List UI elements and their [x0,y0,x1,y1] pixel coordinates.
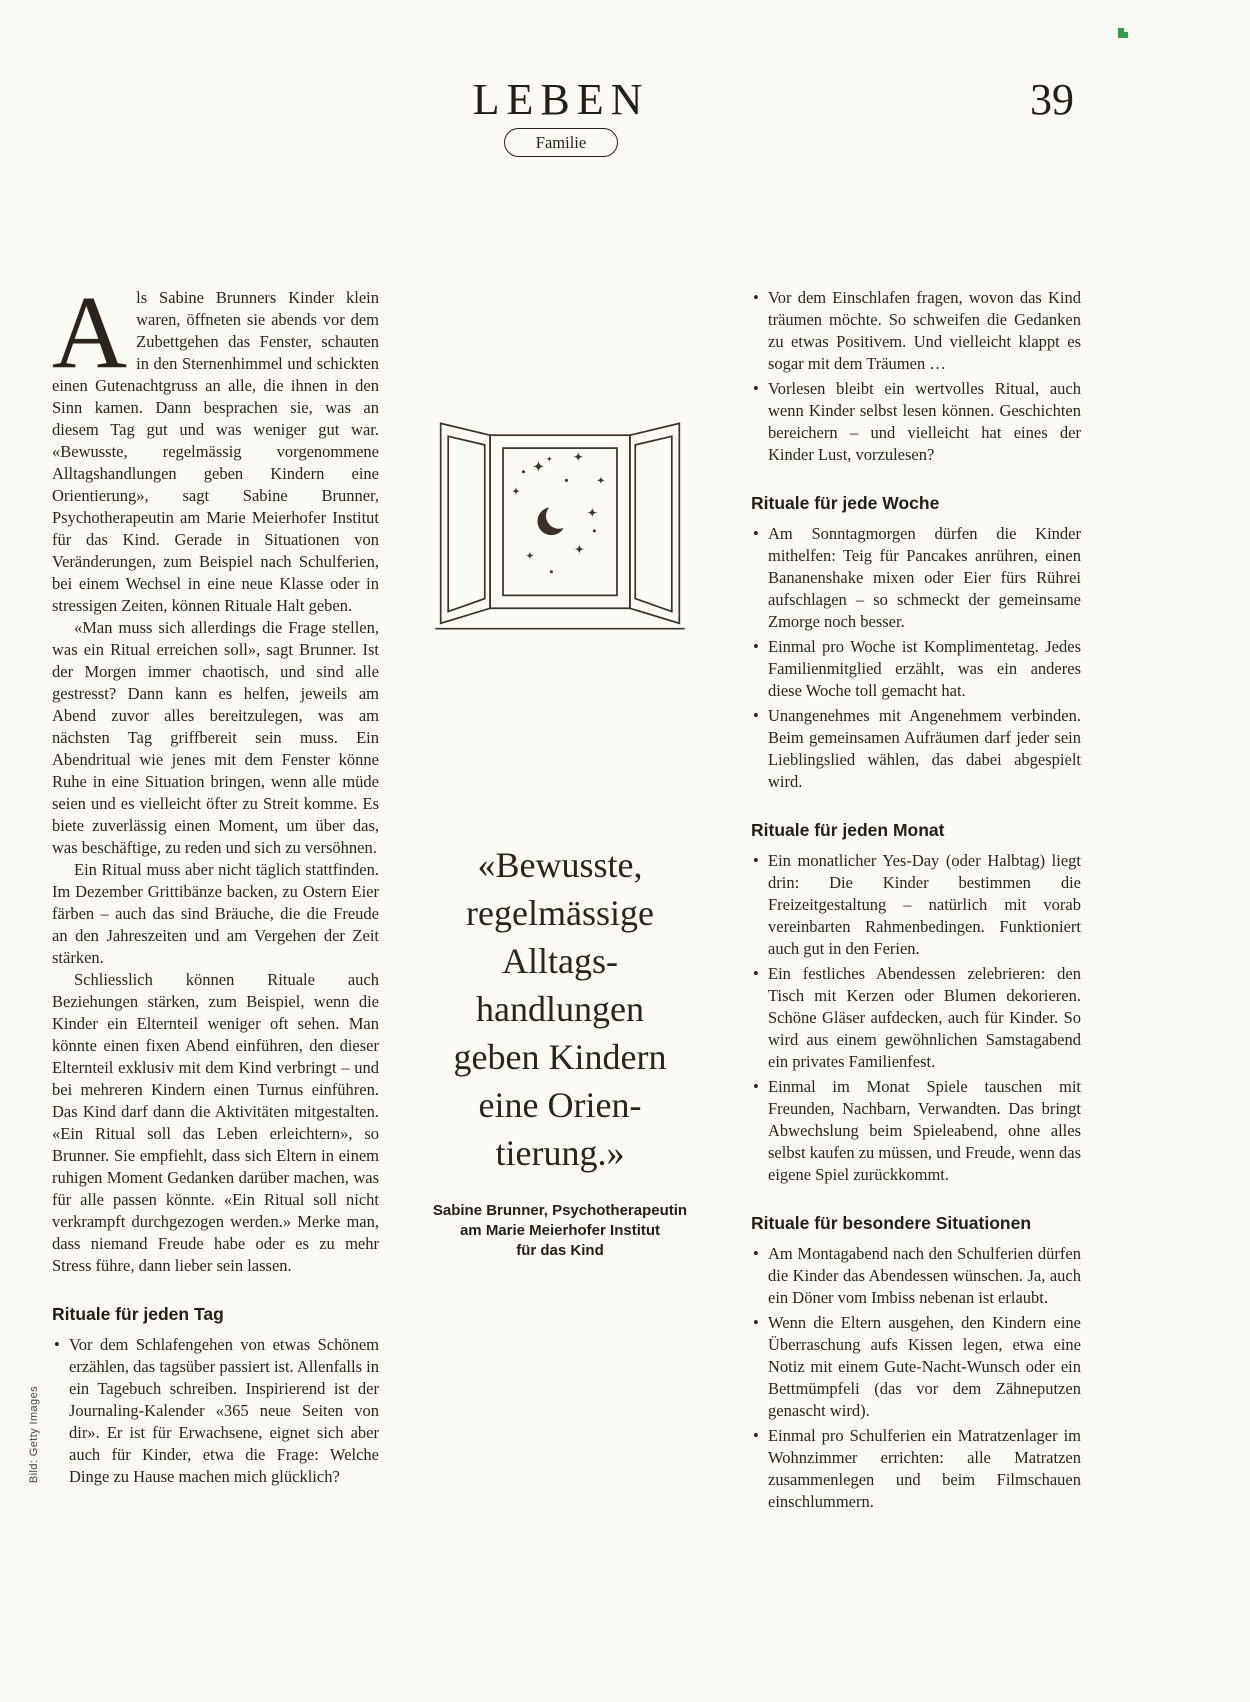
star-icon [532,460,545,473]
page-number: 39 [1030,75,1074,124]
list-item: • Vor dem Einschlafen fragen, wovon das Kind träumen möchte. So schweifen die Gedanken zu etwas Positivem. Und vielleicht klappt es sogar mit dem Träumen … [751,287,1081,375]
section-badge: Familie [504,128,618,157]
section-heading-monthly: Rituale für jeden Monat [751,820,945,840]
left-shutter-panel [448,436,485,611]
quote-line: handlungen [476,989,644,1029]
right-shutter-panel [635,436,672,611]
moon-icon [537,503,571,535]
star-icon [573,451,584,462]
center-column [417,418,703,1261]
green-artifact [1118,28,1128,38]
article-paragraph: Ein Ritual muss aber nicht täglich stattfinden. Im Dezember Grittibänze backen, zu Ostern Eier färben – auch das sind Bräuche, die die Freude an den Jahreszeiten und am Vergehen der Zeit stärken. [52,860,379,967]
drop-cap: A [52,275,128,390]
quote-line: Alltags- [502,941,618,981]
special-list [751,1243,1081,1513]
pull-quote [417,841,703,1177]
list-item: • Einmal pro Woche ist Komplimentetag. Jedes Familienmitglied erzählt, was ein anderes diese Woche toll gemacht hat. [751,636,1081,702]
weekly-list [751,523,1081,793]
list-item: • Am Montagabend nach den Schulferien dürfen die Kinder das Abendessen wünschen. Ja, auch ein Döner vom Imbiss nebenan ist erlaubt. [751,1243,1081,1309]
list-item: • Ein monatlicher Yes-Day (oder Halbtag) liegt drin: Die Kinder bestimmen die Freizeitgestaltung – natürlich mit vorab vereinbarten Rahmenbedingen. Funktioniert auch gut in den Ferien. [751,850,1081,960]
star-dot [565,479,568,482]
quote-line: eine Orien- [478,1085,642,1125]
star-icon [597,476,606,485]
star-icon [546,456,552,462]
quote-attribution [417,1201,703,1261]
star-icon [587,507,598,518]
article-column-right [751,287,1081,1516]
quote-line: tierung.» [495,1133,625,1173]
list-item: • Wenn die Eltern ausgehen, den Kindern eine Überraschung aufs Kissen legen, etwa eine Notiz mit einem Gute-Nacht-Wunsch oder ein Bettmümpfeli (das vor dem Zähneputzen genascht wird). [751,1312,1081,1422]
attribution-line: Sabine Brunner, Psychotherapeutin [432,1202,688,1219]
list-item: • Am Sonntagmorgen dürfen die Kinder mithelfen: Teig für Pancakes anrühren, einen Bananenshake mixen oder Eier fürs Rührei aufschlagen – so schmeckt der gemeinsame Zmorge noch besser. [751,523,1081,633]
attribution-line: am Marie Meierhofer Institut [459,1222,661,1239]
article-column-left [52,275,379,1491]
daily-list-right [751,287,1081,466]
section-title: LEBEN [472,75,650,124]
article-paragraph: Schliesslich können Rituale auch Beziehungen stärken, zum Beispiel, wenn die Kinder ein Elternteil weniger oft sehen. Man könnte einen fixen Abend einführen, den dieser Elternteil exklusiv mit dem Kind verbringt – und bei mehreren Kindern einen Turnus einführen. Das Kind darf dann die Aktivitäten mitgestalten. «Ein Ritual soll das Leben erleichtern», so Brunner. Sie empfiehlt, dass sich Eltern in einem ruhigen Moment Gedanken darüber machen, was für alle passen könnte. «Ein Ritual soll nicht verkrampft durchgezogen werden.» Merke man, dass niemand Freude habe oder es zu mehr Stress führe, dann lieber sein lassen. [52,970,379,1275]
list-item: • Einmal im Monat Spiele tauschen mit Freunden, Nachbarn, Verwandten. Das bringt Abwechslung beim Spieleabend, ohne alles selbst kaufen zu müssen, und Freude, wenn das eigene Spiel zurückkommt. [751,1076,1081,1186]
article-paragraph: «Man muss sich allerdings die Frage stellen, was ein Ritual erreichen soll», sagt Brunner. Ist der Morgen immer chaotisch, und sind alle gestresst? Dann kann es helfen, jeweils am Abend zuvor alles bereitzulegen, was am nächsten Tag griffbereit sein muss. Ein Abendritual wie jenes mit dem Fenster könne Ruhe in eine Situation bringen, wenn alle müde seien und es vielleicht öfter zu Streit komme. Es biete zuverlässig einen Moment, um über das, was beschäftige, zu reden und sich zu versöhnen. [52,618,379,857]
quote-line: «Bewusste, [477,845,643,885]
image-credit: Bild: Getty Images [28,1386,40,1484]
list-item: • Vorlesen bleibt ein wertvolles Ritual, auch wenn Kinder selbst lesen können. Geschichten bereichern – und vielleicht hat eines der Kinder Lust, vorzulesen? [751,378,1081,466]
section-heading-daily: Rituale für jeden Tag [52,1304,224,1324]
quote-line: geben Kindern [453,1037,667,1077]
list-item: • Ein festliches Abendessen zelebrieren: den Tisch mit Kerzen oder Blumen dekorieren. Schöne Gläser aufdecken, auch für Kinder. So wird aus einem gewöhnlichen Samstagabend ein privates Familienfest. [751,963,1081,1073]
list-item: • Unangenehmes mit Angenehmem verbinden. Beim gemeinsamen Aufräumen darf jeder sein Lieblingslied wählen, das dabei abgespielt wird. [751,705,1081,793]
star-icon [526,551,535,560]
star-dot [550,570,553,573]
monthly-list [751,850,1081,1186]
star-icon [512,487,521,496]
star-dot [522,470,525,473]
star-icon [574,544,585,555]
list-item: • Vor dem Schlafengehen von etwas Schönem erzählen, das tagsüber passiert ist. Allenfalls in ein Tagebuch schreiben. Inspirierend ist der Journaling-Kalender «365 neue Seiten von dir». Er ist für Erwachsene, eignet sich aber auch für Kinder, etwa die Frage: Welche Dinge zu Hause machen mich glücklich? [52,1334,379,1488]
open-window-illustration [431,418,689,633]
attribution-line: für das Kind [516,1242,604,1259]
daily-list-left [52,1334,379,1488]
section-heading-weekly: Rituale für jede Woche [751,493,940,513]
quote-line: regelmässige [466,893,654,933]
section-heading-special: Rituale für besondere Situationen [751,1213,1032,1233]
list-item: • Einmal pro Schulferien ein Matratzenlager im Wohnzimmer errichten: alle Matratzen zusammenlegen und beim Filmschauen einschlummern. [751,1425,1081,1513]
star-dot [593,529,596,532]
article-paragraph [52,275,379,617]
paragraph-text: ls Sabine Brunners Kinder klein waren, öffneten sie abends vor dem Zubettgehen das Fenster, schauten in den Sternenhimmel und schickten einen Gutenachtgruss an alle, die ihnen in den Sinn kamen. Dann besprachen sie, was an diesem Tag gut und was weniger gut war. «Bewusste, regelmässig vorgenommene Alltagshandlungen geben Kindern eine Orientierung», sagt Sabine Brunner, Psychotherapeutin am Marie Meierhofer Institut für das Kind. Gerade in Situationen von Veränderungen, zum Beispiel nach Schulferien, bei einem Wechsel in eine neue Klasse oder in stressigen Zeiten, können Rituale Halt geben. [52,288,379,615]
